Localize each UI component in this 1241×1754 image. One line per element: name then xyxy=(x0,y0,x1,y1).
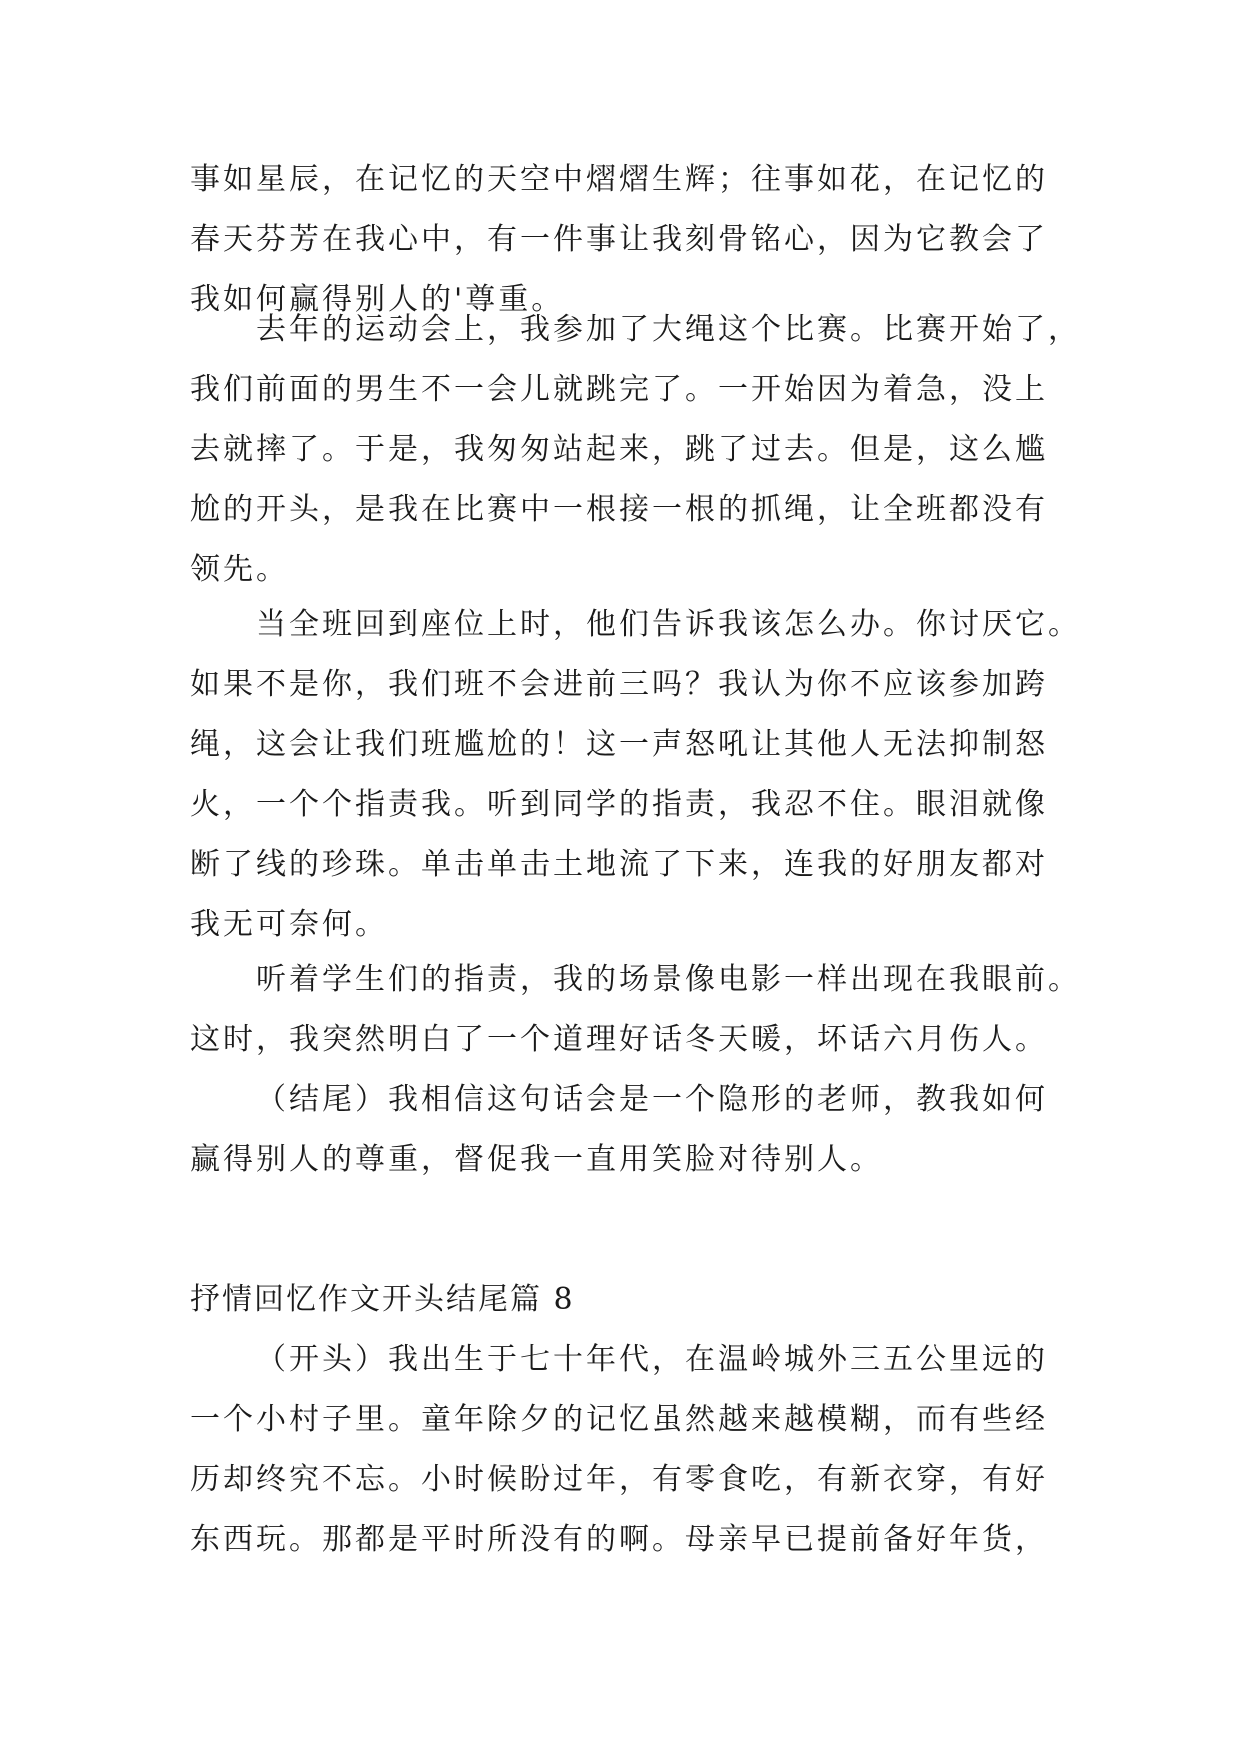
paragraph-line: 东西玩。那都是平时所没有的啊。母亲早已提前备好年货， xyxy=(190,1522,1048,1557)
paragraph-line: 当全班回到座位上时，他们告诉我该怎么办。你讨厌它。 xyxy=(256,607,1081,642)
paragraph-line: 春天芬芳在我心中，有一件事让我刻骨铭心，因为它教会了 xyxy=(190,222,1048,257)
paragraph-line: 火，一个个指责我。听到同学的指责，我忍不住。眼泪就像 xyxy=(190,787,1048,822)
paragraph-line: 尬的开头，是我在比赛中一根接一根的抓绳，让全班都没有 xyxy=(190,492,1048,527)
paragraph-line: 事如星辰，在记忆的天空中熠熠生辉；往事如花，在记忆的 xyxy=(190,162,1048,197)
paragraph-line: 我们前面的男生不一会儿就跳完了。一开始因为着急，没上 xyxy=(190,372,1048,407)
section-heading: 抒情回忆作文开头结尾篇 8 xyxy=(190,1282,575,1317)
paragraph-line: 去就摔了。于是，我匆匆站起来，跳了过去。但是，这么尴 xyxy=(190,432,1048,467)
paragraph-line: 断了线的珍珠。单击单击土地流了下来，连我的好朋友都对 xyxy=(190,847,1048,882)
paragraph-6 xyxy=(190,1330,1050,1570)
paragraph-line: 这时，我突然明白了一个道理好话冬天暖，坏话六月伤人。 xyxy=(190,1022,1048,1057)
paragraph-4 xyxy=(190,950,1081,1070)
paragraph-line: 历却终究不忘。小时候盼过年，有零食吃，有新衣穿，有好 xyxy=(190,1462,1048,1497)
paragraph-line: 听着学生们的指责，我的场景像电影一样出现在我眼前。 xyxy=(256,962,1081,997)
paragraph-line: 去年的运动会上，我参加了大绳这个比赛。比赛开始了， xyxy=(256,312,1081,347)
paragraph-line: 我如何赢得别人的'尊重。 xyxy=(190,282,565,317)
paragraph-line: （结尾）我相信这句话会是一个隐形的老师，教我如何 xyxy=(256,1082,1048,1117)
paragraph-line: （开头）我出生于七十年代，在温岭城外三五公里远的 xyxy=(256,1342,1048,1377)
paragraph-5 xyxy=(190,1070,1050,1190)
paragraph-3 xyxy=(190,595,1081,955)
paragraph-line: 如果不是你，我们班不会进前三吗？我认为你不应该参加跨 xyxy=(190,667,1048,702)
paragraph-line: 赢得别人的尊重，督促我一直用笑脸对待别人。 xyxy=(190,1142,883,1177)
paragraph-line: 绳，这会让我们班尴尬的！这一声怒吼让其他人无法抑制怒 xyxy=(190,727,1048,762)
paragraph-line: 领先。 xyxy=(190,552,289,587)
paragraph-line: 一个小村子里。童年除夕的记忆虽然越来越模糊，而有些经 xyxy=(190,1402,1048,1437)
paragraph-line: 我无可奈何。 xyxy=(190,907,388,942)
paragraph-2 xyxy=(190,300,1081,600)
